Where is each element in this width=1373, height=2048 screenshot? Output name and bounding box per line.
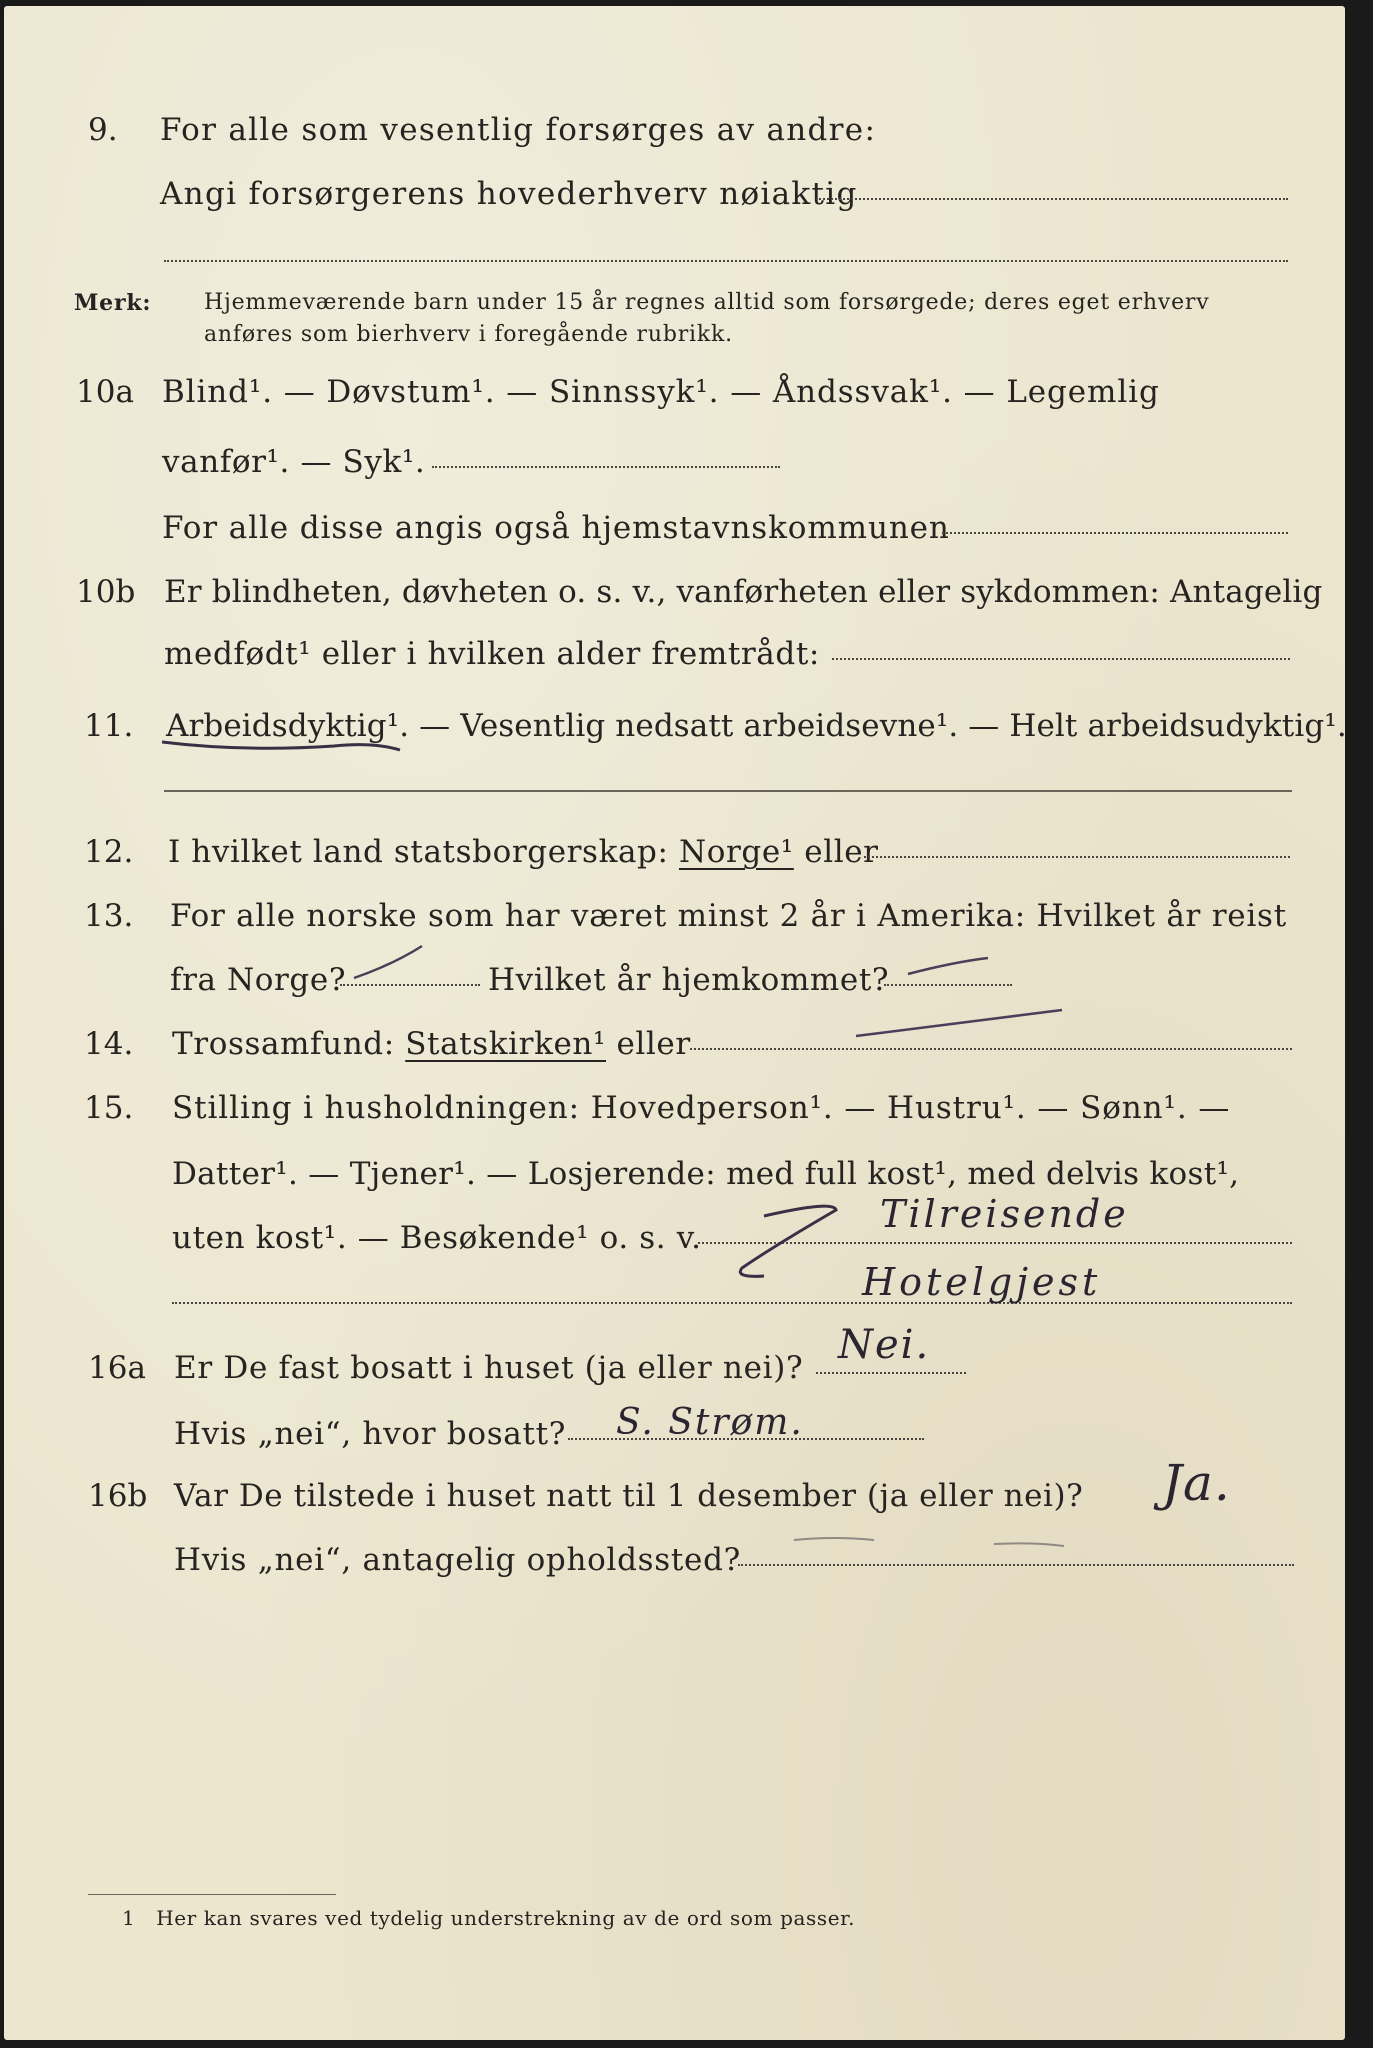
q13-line2a: fra Norge? — [170, 962, 347, 998]
q10a-line1: Blind¹. — Døvstum¹. — Sinnssyk¹. — Åndssvak¹. — Legemlig — [162, 374, 1160, 410]
q13-departure-dash — [354, 946, 422, 978]
merk-line1: Hjemmeværende barn under 15 år regnes alltid som forsørgede; deres eget erhverv — [204, 290, 1210, 315]
q15-line1: Stilling i husholdningen: Hovedperson¹. — Hustru¹. — Sønn¹. — — [172, 1090, 1231, 1126]
handwritten-q15-hotelgjest: Hotelgjest — [862, 1260, 1102, 1304]
q14-option-statskirken[interactable]: Statskirken¹ — [405, 1026, 606, 1062]
q16a-line2: Hvis „nei“, hvor bosatt? — [174, 1416, 567, 1452]
footnote-text: Her kan svares ved tydelig understrekning av de ord som passer. — [156, 1906, 856, 1930]
q13-line2b: Hvilket år hjemkommet? — [488, 962, 890, 998]
q13-number: 13. — [84, 898, 134, 934]
q10a-line2: vanfør¹. — Syk¹. — [162, 444, 426, 480]
q11-number: 11. — [84, 708, 134, 744]
q16b-number: 16b — [88, 1478, 148, 1514]
q12-number: 12. — [84, 834, 134, 870]
q15-line3: uten kost¹. — Besøkende¹ o. s. v. — [172, 1220, 702, 1256]
q10a-line3: For alle disse angis også hjemstavnskommunen — [162, 510, 950, 546]
q9-line1: For alle som vesentlig forsørges av andre: — [160, 112, 877, 148]
merk-label: Merk: — [74, 290, 152, 316]
q16b-line1: Var De tilstede i huset natt til 1 desember (ja eller nei)? — [174, 1478, 1084, 1514]
handwritten-q16a-answer: Nei. — [838, 1322, 931, 1368]
q14-before: Trossamfund: — [172, 1026, 406, 1062]
q9-line2: Angi forsørgerens hovederhverv nøiaktig — [160, 176, 858, 212]
handwritten-q16b-answer: Ja. — [1162, 1454, 1231, 1512]
q13-return-dash — [908, 958, 988, 974]
q16b-line2: Hvis „nei“, antagelig opholdssted? — [174, 1542, 741, 1578]
handwritten-q16a-where: S. Strøm. — [616, 1402, 804, 1443]
q15-bracket-mark — [740, 1206, 836, 1276]
q12-option-norge[interactable]: Norge¹ — [678, 834, 794, 870]
q12-after: eller — [793, 834, 879, 870]
q11-option-arbeidsdyktig[interactable]: Arbeidsdyktig¹. — [166, 708, 410, 744]
q16a-number: 16a — [88, 1350, 146, 1386]
q10b-line2: medfødt¹ eller i hvilken alder fremtrådt: — [164, 636, 820, 672]
q9-number: 9. — [88, 112, 118, 148]
q11-rest: — Vesentlig nedsatt arbeidsevne¹. — Helt arbeidsudyktig¹. — [409, 708, 1347, 744]
handwritten-q15-tilreisende: Tilreisende — [880, 1192, 1129, 1236]
q11-pen-underline — [162, 742, 400, 750]
q10b-number: 10b — [76, 574, 136, 610]
merk-line2: anføres som bierhverv i foregående rubrikk. — [204, 322, 733, 347]
q10b-line1: Er blindheten, døvheten o. s. v., vanførheten eller sykdommen: Antagelig — [164, 574, 1323, 610]
q13-line1: For alle norske som har været minst 2 år i Amerika: Hvilket år reist — [170, 898, 1287, 934]
pen-marks — [4, 6, 1345, 2040]
q14-pen-dash — [856, 1010, 1062, 1036]
q15-line2: Datter¹. — Tjener¹. — Losjerende: med full kost¹, med delvis kost¹, — [172, 1156, 1240, 1192]
q15-number: 15. — [84, 1090, 134, 1126]
q10a-number: 10a — [76, 374, 134, 410]
q16b-pencil-dashes — [794, 1538, 1064, 1546]
footnote-mark: 1 — [122, 1906, 136, 1930]
census-form-page — [4, 6, 1345, 2040]
q12-before: I hvilket land statsborgerskap: — [168, 834, 679, 870]
q14-number: 14. — [84, 1026, 134, 1062]
q16a-line1: Er De fast bosatt i huset (ja eller nei)? — [174, 1350, 804, 1386]
q14-after: eller — [606, 1026, 691, 1062]
